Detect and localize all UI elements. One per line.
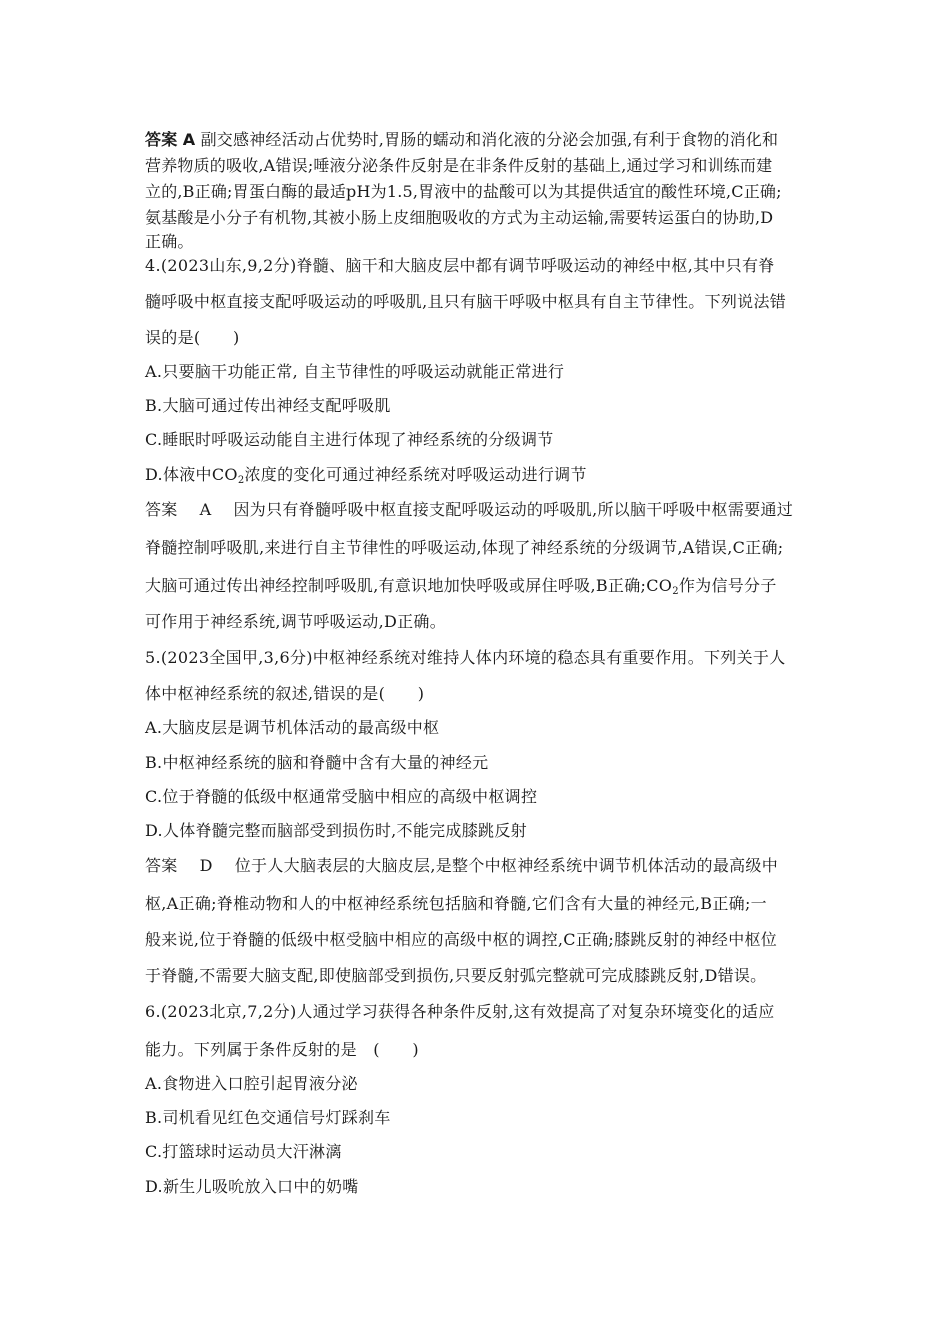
question-4-option-b: B.大脑可通过传出神经支配呼吸肌 — [145, 396, 391, 415]
option-d-suffix: 浓度的变化可通过神经系统对呼吸运动进行调节 — [244, 465, 587, 484]
question-5-option-c: C.位于脊髓的低级中枢通常受脑中相应的高级中枢调控 — [145, 787, 538, 806]
question-6-option-c: C.打篮球时运动员大汗淋漓 — [145, 1142, 342, 1161]
question-4-stem-line-1: 4.(2023山东,9,2分)脊髓、脑干和大脑皮层中都有调节呼吸运动的神经中枢,其中只有脊 — [145, 256, 775, 275]
answer-5-line-1 — [145, 856, 778, 876]
answer-3-line-1 — [145, 130, 778, 150]
question-4-stem-line-2: 髓呼吸中枢直接支配呼吸运动的呼吸肌,且只有脑干呼吸中枢具有自主节律性。下列说法错 — [145, 292, 787, 311]
question-4-option-c: C.睡眠时呼吸运动能自主进行体现了神经系统的分级调节 — [145, 430, 554, 449]
question-5-option-a: A.大脑皮层是调节机体活动的最高级中枢 — [145, 718, 440, 737]
answer-label: 答案 — [145, 500, 178, 519]
option-d-prefix: D.体液中CO — [145, 465, 238, 484]
answer-3-line-3: 立的,B正确;胃蛋白酶的最适pH为1.5,胃液中的盐酸可以为其提供适宜的酸性环境,C正确; — [145, 182, 782, 201]
question-5-option-b: B.中枢神经系统的脑和脊髓中含有大量的神经元 — [145, 753, 489, 772]
answer-5-line-4: 于脊髓,不需要大脑支配,即使脑部受到损伤,只要反射弧完整就可完成膝跳反射,D错误。 — [145, 966, 767, 985]
answer-text: 位于人大脑表层的大脑皮层,是整个中枢神经系统中调节机体活动的最高级中 — [234, 856, 779, 875]
answer-text: 作为信号分子 — [678, 576, 777, 595]
answer-5-line-2: 枢,A正确;脊椎动物和人的中枢神经系统包括脑和脊髓,它们含有大量的神经元,B正确;一 — [145, 894, 767, 913]
question-6-option-b: B.司机看见红色交通信号灯踩刹车 — [145, 1108, 391, 1127]
question-6-option-a: A.食物进入口腔引起胃液分泌 — [145, 1074, 358, 1093]
answer-4-line-1 — [145, 500, 793, 520]
answer-4-line-4: 可作用于神经系统,调节呼吸运动,D正确。 — [145, 612, 447, 631]
answer-label: 答案 — [145, 856, 178, 875]
question-6-stem-line-1: 6.(2023北京,7,2分)人通过学习获得各种条件反射,这有效提高了对复杂环境变化的适应 — [145, 1002, 775, 1021]
answer-4-line-2: 脊髓控制呼吸肌,来进行自主节律性的呼吸运动,体现了神经系统的分级调节,A错误,C正确; — [145, 538, 784, 557]
answer-3-line-4: 氨基酸是小分子有机物,其被小肠上皮细胞吸收的方式为主动运输,需要转运蛋白的协助,D — [145, 208, 774, 227]
answer-text: 因为只有脊髓呼吸中枢直接支配呼吸运动的呼吸肌,所以脑干呼吸中枢需要通过 — [233, 500, 794, 519]
answer-key: A — [199, 500, 212, 519]
question-4-option-a: A.只要脑干功能正常, 自主节律性的呼吸运动就能正常进行 — [145, 362, 565, 381]
option-d-subscript: 2 — [237, 475, 245, 486]
question-6-stem-line-2: 能力。下列属于条件反射的是 ( ) — [145, 1040, 419, 1059]
answer-4-line-3 — [145, 576, 777, 602]
answer-key: A — [182, 130, 196, 149]
answer-key: D — [199, 856, 213, 875]
question-4-option-d — [145, 465, 587, 491]
question-6-option-d: D.新生儿吸吮放入口中的奶嘴 — [145, 1177, 359, 1196]
answer-text: 副交感神经活动占优势时,胃肠的蠕动和消化液的分泌会加强,有利于食物的消化和 — [200, 130, 779, 149]
answer-subscript: 2 — [672, 586, 679, 597]
question-5-option-d: D.人体脊髓完整而脑部受到损伤时,不能完成膝跳反射 — [145, 821, 527, 840]
answer-3-line-2: 营养物质的吸收,A错误;唾液分泌条件反射是在非条件反射的基础上,通过学习和训练而建 — [145, 156, 773, 175]
answer-5-line-3: 般来说,位于脊髓的低级中枢受脑中相应的高级中枢的调控,C正确;膝跳反射的神经中枢位 — [145, 930, 778, 949]
answer-3-line-5: 正确。 — [145, 232, 194, 251]
answer-text: 大脑可通过传出神经控制呼吸肌,有意识地加快呼吸或屏住呼吸,B正确;CO — [145, 576, 673, 595]
question-5-stem-line-1: 5.(2023全国甲,3,6分)中枢神经系统对维持人体内环境的稳态具有重要作用。下列关于人 — [145, 648, 786, 667]
question-5-stem-line-2: 体中枢神经系统的叙述,错误的是( ) — [145, 684, 425, 703]
answer-label: 答案 — [145, 130, 178, 149]
question-4-stem-line-3: 误的是( ) — [145, 328, 240, 347]
